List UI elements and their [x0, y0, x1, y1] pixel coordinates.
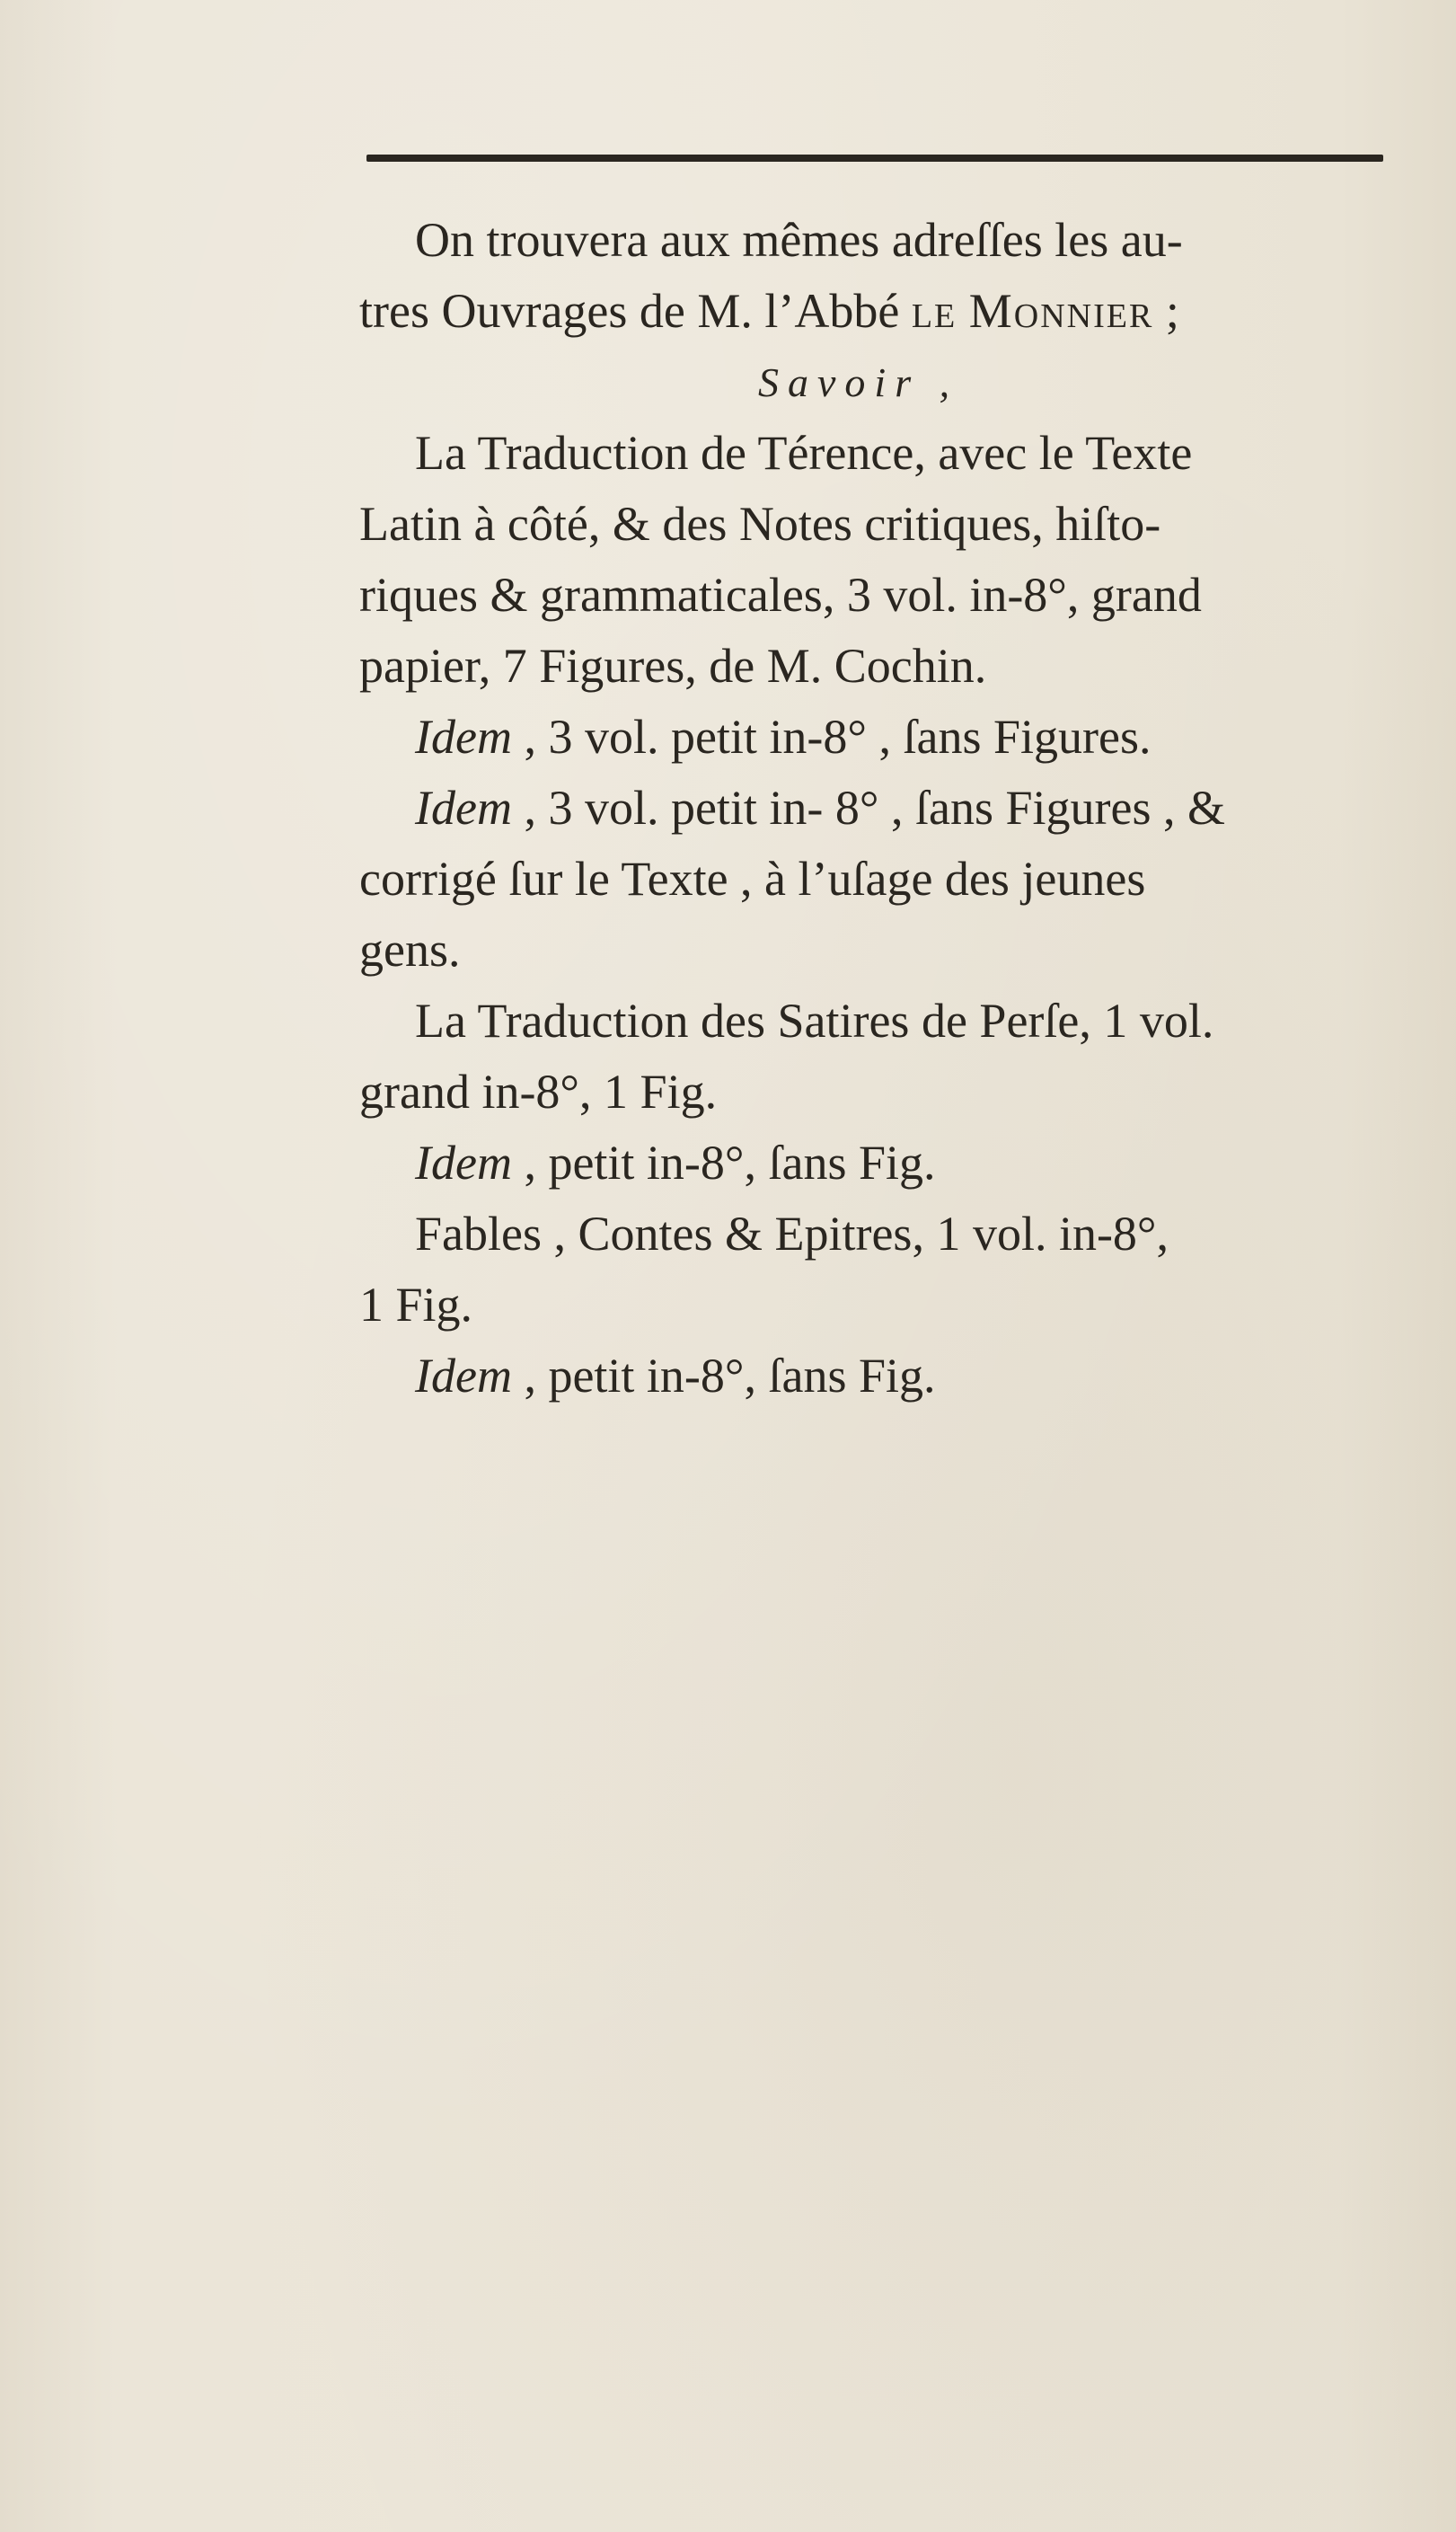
idem2-line-3: gens. [359, 923, 461, 977]
intro-text-end: ; [1153, 284, 1179, 338]
savoir-heading: Savoir , [758, 359, 959, 405]
idem2-line-2: corrigé ſur le Texte , à l’uſage des jeunes [359, 852, 1146, 906]
terence-line-4: papier, 7 Figures, de M. Cochin. [359, 639, 987, 693]
idem-detail: , 3 vol. petit in-8° , ſans Figures. [511, 710, 1152, 764]
terence-line-1: La Traduction de Térence, avec le Texte [415, 426, 1193, 480]
idem-detail: , 3 vol. petit in- 8° , ſans Figures , & [511, 781, 1226, 835]
intro-line-1 [359, 205, 1401, 276]
idem-detail: , petit in-8°, ſans Fig. [511, 1136, 936, 1190]
intro-text-b: adreſſes les au- [891, 213, 1183, 267]
terence-line-2: Latin à côté, & des Notes critiques, hiſto- [359, 497, 1161, 551]
idem-label: Idem [415, 1136, 512, 1190]
perse-line-1: La Traduction des Satires de Perſe, 1 vol. [415, 994, 1214, 1048]
fables-line-2: 1 Fig. [359, 1278, 473, 1332]
fables-line-1: Fables , Contes & Epitres, 1 vol. in-8°, [415, 1207, 1169, 1261]
intro-text-a: On trouvera aux mêmes [415, 213, 880, 267]
idem-label: Idem [415, 710, 512, 764]
author-name: Monnier [968, 284, 1154, 338]
terence-line-3: riques & grammaticales, 3 vol. in-8°, grand [359, 568, 1202, 622]
intro-line-2 [359, 276, 1401, 347]
idem-label: Idem [415, 781, 512, 835]
idem-line-1 [359, 702, 1401, 773]
idem-label: Idem [415, 1349, 512, 1403]
idem3-line-1 [359, 1128, 1401, 1199]
idem4-line-1 [359, 1341, 1401, 1412]
header-rule [366, 155, 1383, 162]
idem-detail: , petit in-8°, ſans Fig. [511, 1349, 936, 1403]
intro-text-c: tres Ouvrages de M. l’Abbé [359, 284, 912, 338]
idem2-line-1 [359, 773, 1401, 844]
perse-line-2: grand in-8°, 1 Fig. [359, 1065, 718, 1119]
author-particle: le [911, 284, 957, 338]
book-list-text [359, 205, 1401, 1412]
